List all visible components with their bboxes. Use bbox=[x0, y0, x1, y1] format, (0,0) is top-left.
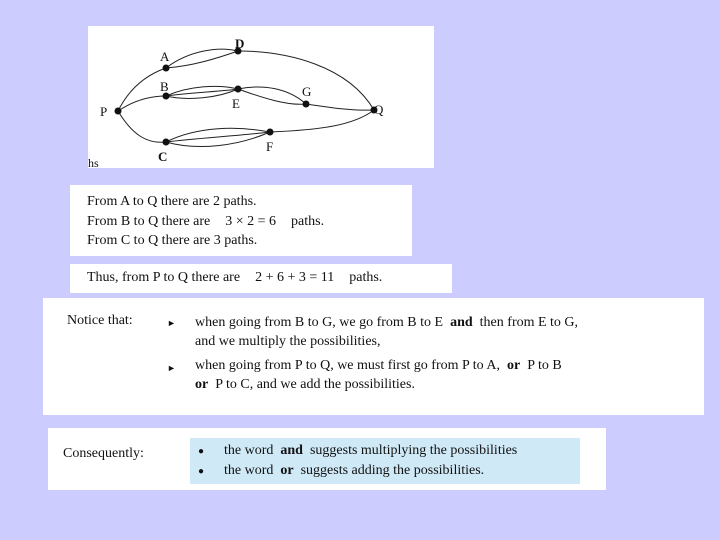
conseq-line2-a: the word bbox=[224, 463, 274, 478]
label-e: E bbox=[232, 96, 240, 111]
path-graph bbox=[88, 26, 434, 168]
edge-e-g-1 bbox=[238, 87, 306, 104]
edge-c-f-2 bbox=[166, 132, 270, 142]
node-e bbox=[235, 86, 242, 93]
paths-count-box bbox=[70, 185, 412, 256]
label-d: D bbox=[235, 36, 245, 51]
notice-item-1 bbox=[195, 313, 578, 351]
node-a bbox=[163, 65, 170, 72]
notice-item1-c: and we multiply the possibilities, bbox=[195, 334, 381, 349]
notice-box bbox=[43, 298, 704, 415]
consequently-highlight bbox=[190, 438, 580, 484]
label-q: Q bbox=[374, 102, 384, 117]
node-g bbox=[303, 101, 310, 108]
notice-item1-bold: and bbox=[450, 315, 473, 330]
notice-item2-c: P to C, and we add the possibilities. bbox=[215, 377, 415, 392]
paths-line-b-post: paths. bbox=[291, 214, 325, 229]
bullet-icon: ● bbox=[198, 466, 205, 477]
notice-label: Notice that: bbox=[67, 313, 133, 328]
node-f bbox=[267, 129, 274, 136]
edge-a-d-1 bbox=[166, 49, 238, 68]
label-c: C bbox=[158, 149, 168, 164]
notice-item2-b: P to B bbox=[527, 358, 562, 373]
label-b: B bbox=[160, 79, 169, 94]
edge-p-a bbox=[118, 68, 166, 111]
paths-line-b-math: 3 × 2 = 6 bbox=[225, 214, 277, 229]
label-p: P bbox=[100, 104, 108, 119]
conseq-line2-b: suggests adding the possibilities. bbox=[300, 463, 485, 478]
conseq-line2-bold: or bbox=[280, 463, 294, 478]
paths-line-c: From C to Q there are 3 paths. bbox=[87, 233, 258, 248]
edge-a-d-2 bbox=[166, 51, 238, 68]
paths-line-b-pre: From B to Q there are bbox=[87, 214, 211, 229]
notice-item1-b: then from E to G, bbox=[479, 315, 579, 330]
arrow-bullet-icon: ► bbox=[167, 318, 176, 328]
conseq-line1-b: suggests multiplying the possibilities bbox=[309, 443, 518, 458]
edge-p-c bbox=[118, 111, 166, 142]
conseq-line1-a: the word bbox=[224, 443, 274, 458]
notice-item2-bold2: or bbox=[195, 377, 209, 392]
total-math: 2 + 6 + 3 = 11 bbox=[255, 270, 335, 285]
notice-item2-a: when going from P to Q, we must first go from P to A, bbox=[195, 358, 501, 373]
label-g: G bbox=[302, 84, 312, 99]
bullet-icon: ● bbox=[198, 446, 205, 457]
total-line bbox=[87, 270, 382, 286]
label-a: A bbox=[160, 49, 170, 64]
edge-f-q bbox=[270, 110, 374, 132]
notice-item2-bold1: or bbox=[507, 358, 521, 373]
arrow-bullet-icon: ► bbox=[167, 363, 176, 373]
cropped-text: hs bbox=[88, 156, 99, 170]
total-pre: Thus, from P to Q there are bbox=[87, 270, 241, 285]
consequently-label: Consequently: bbox=[63, 446, 144, 461]
total-paths-box bbox=[70, 264, 452, 293]
edge-b-e-3 bbox=[166, 89, 238, 96]
label-f: F bbox=[266, 139, 274, 154]
conseq-line1-bold: and bbox=[280, 443, 303, 458]
paths-line-a: From A to Q there are 2 paths. bbox=[87, 194, 257, 209]
path-graph-figure bbox=[88, 26, 434, 168]
paths-line-b bbox=[87, 214, 324, 230]
notice-item1-a: when going from B to G, we go from B to E bbox=[195, 315, 444, 330]
node-c bbox=[163, 139, 170, 146]
total-post: paths. bbox=[349, 270, 383, 285]
node-p bbox=[115, 108, 122, 115]
edge-g-q bbox=[306, 104, 374, 110]
notice-item-2 bbox=[195, 356, 562, 394]
consequently-box bbox=[48, 428, 606, 490]
